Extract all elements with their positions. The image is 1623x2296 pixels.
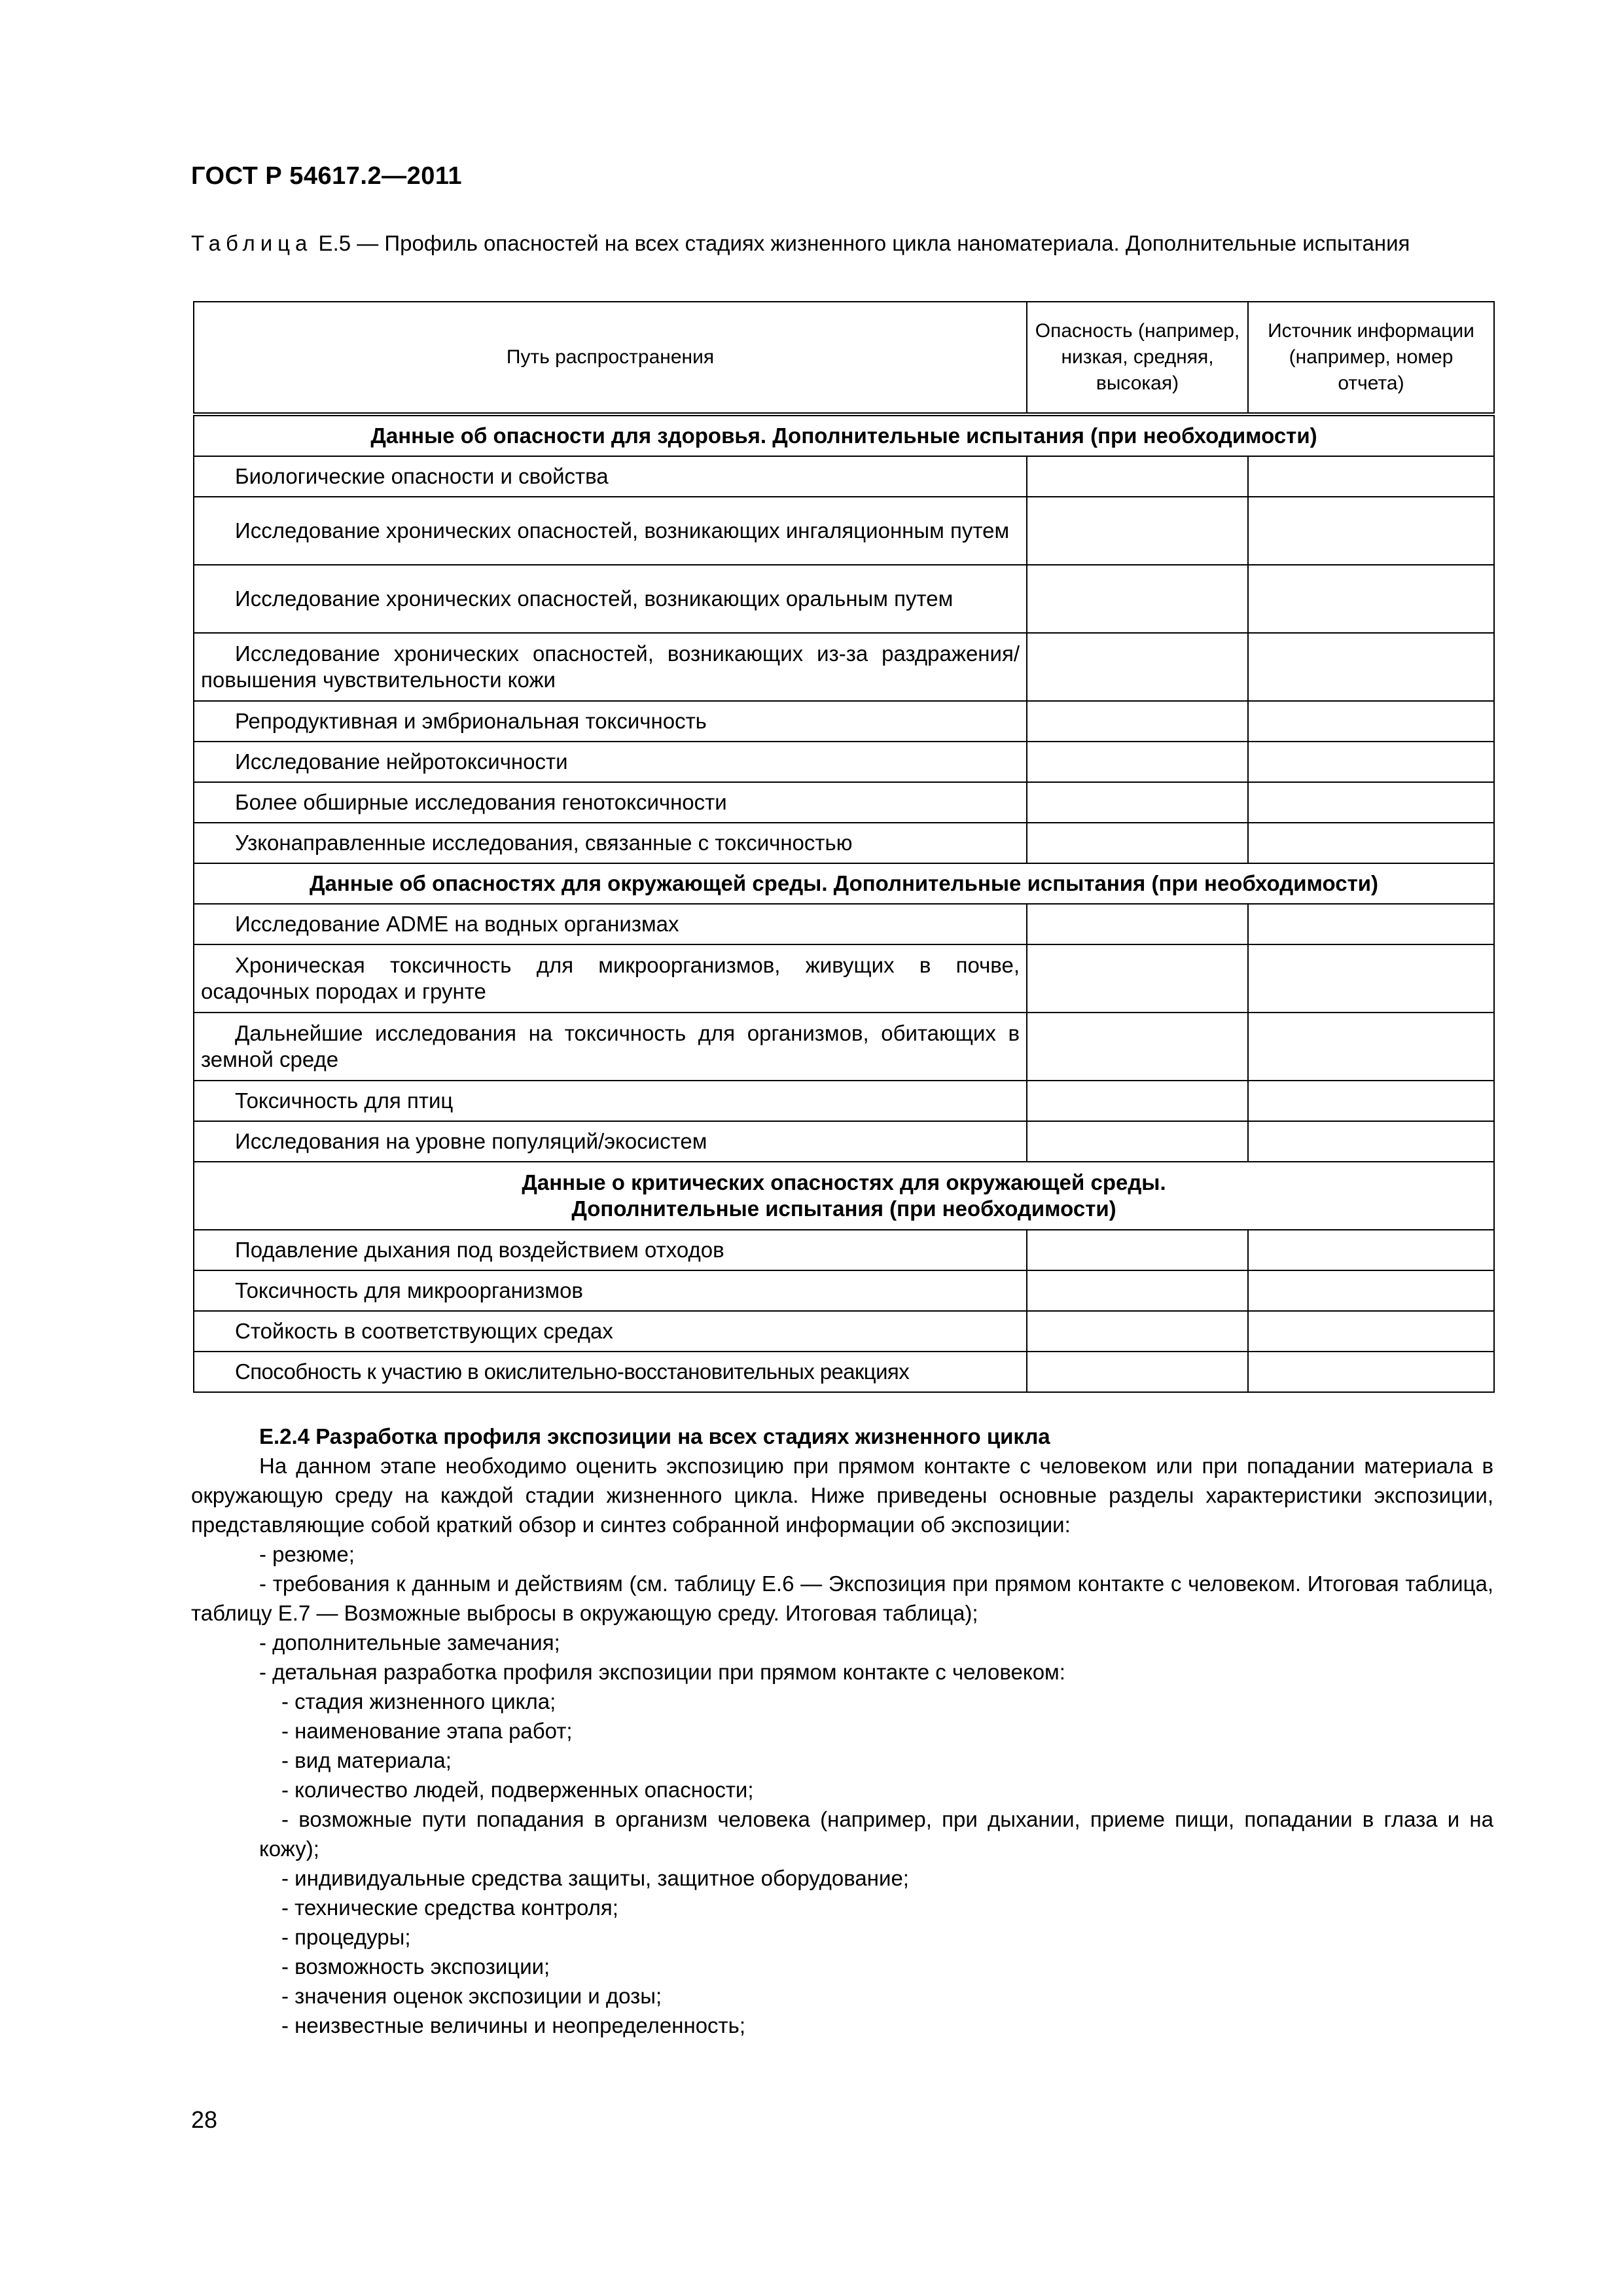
path-text: Исследование ADME на водных организмах (235, 912, 679, 936)
source-cell (1248, 823, 1494, 863)
path-cell (194, 1081, 1027, 1121)
section-row (194, 863, 1494, 904)
source-cell (1248, 1230, 1494, 1270)
path-text: Исследование нейротоксичности (235, 749, 568, 774)
path-text: Способность к участию в окислительно-восстановительных реакциях (235, 1359, 910, 1384)
path-text: Дальнейшие исследования на токсичность для организмов, обитающих в земной среде (201, 1021, 1020, 1071)
path-cell (194, 633, 1027, 701)
path-cell (194, 1013, 1027, 1081)
table-row (194, 742, 1494, 782)
hazard-cell (1027, 701, 1248, 742)
hazard-cell (1027, 1352, 1248, 1392)
path-text: Хроническая токсичность для микроорганизмов, живущих в почве, осадочных породах и грунте (201, 953, 1020, 1003)
source-cell (1248, 1270, 1494, 1311)
section-row (194, 414, 1494, 456)
path-text: Токсичность для птиц (235, 1088, 454, 1113)
path-text: Токсичность для микроорганизмов (235, 1278, 583, 1302)
path-text: Исследование хронических опасностей, возникающих ингаляционным путем (235, 518, 1010, 543)
path-cell (194, 565, 1027, 633)
path-cell (194, 782, 1027, 823)
source-cell (1248, 904, 1494, 944)
table-row (194, 565, 1494, 633)
table-row (194, 497, 1494, 565)
hazard-cell (1027, 1311, 1248, 1352)
source-cell (1248, 1013, 1494, 1081)
path-text: Подавление дыхания под воздействием отходов (235, 1238, 724, 1262)
hazard-cell (1027, 1121, 1248, 1162)
table-row (194, 944, 1494, 1013)
path-cell (194, 701, 1027, 742)
table-row (194, 1311, 1494, 1352)
section-heading: Е.2.4 Разработка профиля экспозиции на всех стадиях жизненного цикла (259, 1424, 1050, 1448)
list-item: - требования к данным и действиям (см. таблицу Е.6 — Экспозиция при прямом контакте с человеком. Итоговая таблица, таблицу Е.7 — Возможные выбросы в окружающую среду. Итоговая таблица); (191, 1571, 1493, 1625)
source-cell (1248, 944, 1494, 1013)
list-item: - дополнительные замечания; (259, 1630, 560, 1655)
table-caption-label: Таблица (191, 231, 313, 255)
path-cell (194, 742, 1027, 782)
page-number: 28 (191, 2106, 218, 2133)
hazard-cell (1027, 565, 1248, 633)
path-cell (194, 1311, 1027, 1352)
list-item: - детальная разработка профиля экспозиции при прямом контакте с человеком: (259, 1660, 1065, 1684)
hazard-cell (1027, 904, 1248, 944)
hazard-cell (1027, 823, 1248, 863)
sub-list-item: - технические средства контроля; (281, 1895, 618, 1920)
sub-list-item: - наименование этапа работ; (281, 1719, 573, 1743)
hazard-cell (1027, 456, 1248, 497)
sub-list-item: - вид материала; (281, 1748, 452, 1772)
path-text: Репродуктивная и эмбриональная токсичность (235, 709, 707, 733)
source-cell (1248, 1121, 1494, 1162)
sub-list-item: - неизвестные величины и неопределенность; (281, 2013, 746, 2037)
column-header-source: Источник информации (например, номер отчета) (1248, 302, 1494, 414)
hazard-cell (1027, 1013, 1248, 1081)
path-text: Исследования на уровне популяций/экосистем (235, 1129, 707, 1153)
section-body (191, 1422, 1493, 2040)
hazard-cell (1027, 1081, 1248, 1121)
column-header-hazard: Опасность (например, низкая, средняя, высокая) (1027, 302, 1248, 414)
source-cell (1248, 1081, 1494, 1121)
document-code: ГОСТ Р 54617.2—2011 (191, 162, 463, 190)
path-text: Более обширные исследования генотоксичности (235, 790, 727, 814)
table-header-row (194, 302, 1494, 414)
path-cell (194, 1230, 1027, 1270)
source-cell (1248, 633, 1494, 701)
section-title-environment: Данные об опасностях для окружающей среды. Дополнительные испытания (при необходимости) (194, 863, 1494, 904)
path-text: Узконаправленные исследования, связанные с токсичностью (235, 831, 853, 855)
hazard-cell (1027, 782, 1248, 823)
path-text: Исследование хронических опасностей, возникающих оральным путем (235, 586, 954, 611)
path-cell (194, 1270, 1027, 1311)
list-item: - резюме; (259, 1542, 355, 1566)
sub-list-item: - процедуры; (281, 1925, 411, 1949)
table-row (194, 701, 1494, 742)
table-row (194, 456, 1494, 497)
table-row (194, 1081, 1494, 1121)
sub-list-item: - возможные пути попадания в организм человека (например, при дыхании, приеме пищи, попадании в глаза и на кожу); (259, 1807, 1493, 1861)
table-row (194, 1121, 1494, 1162)
sub-list-item: - количество людей, подверженных опасности; (281, 1778, 754, 1802)
section-title-critical-line1: Данные о критических опасностях для окружающей среды. (522, 1170, 1166, 1194)
path-text: Биологические опасности и свойства (235, 464, 609, 488)
sub-list-item: - стадия жизненного цикла; (281, 1689, 556, 1713)
hazard-cell (1027, 1270, 1248, 1311)
hazard-profile-table (193, 301, 1495, 1393)
source-cell (1248, 1352, 1494, 1392)
source-cell (1248, 1311, 1494, 1352)
path-cell (194, 497, 1027, 565)
intro-paragraph: На данном этапе необходимо оценить экспозицию при прямом контакте с человеком или при попадании материала в окружающую среду на каждой стадии жизненного цикла. Ниже приведены основные разделы характеристики экспозиции, представляющие собой краткий обзор и синтез собранной информации об экспозиции: (191, 1454, 1493, 1537)
path-cell (194, 1121, 1027, 1162)
hazard-cell (1027, 944, 1248, 1013)
table-row (194, 1352, 1494, 1392)
section-title-critical-line2: Дополнительные испытания (при необходимости) (571, 1196, 1116, 1221)
table-row (194, 1230, 1494, 1270)
table-row (194, 782, 1494, 823)
table-caption-text: Е.5 — Профиль опасностей на всех стадиях жизненного цикла наноматериала. Дополнительные испытания (312, 231, 1410, 255)
sub-list-item: - индивидуальные средства защиты, защитное оборудование; (281, 1866, 909, 1890)
source-cell (1248, 742, 1494, 782)
path-cell (194, 456, 1027, 497)
sub-list-item: - значения оценок экспозиции и дозы; (281, 1984, 662, 2008)
hazard-cell (1027, 633, 1248, 701)
path-cell (194, 944, 1027, 1013)
sub-list-item: - возможность экспозиции; (281, 1954, 550, 1979)
table-row (194, 1270, 1494, 1311)
table-row (194, 633, 1494, 701)
column-header-path: Путь распространения (194, 302, 1027, 414)
table-row (194, 1013, 1494, 1081)
hazard-cell (1027, 1230, 1248, 1270)
hazard-cell (1027, 742, 1248, 782)
section-title-critical (194, 1162, 1494, 1230)
source-cell (1248, 456, 1494, 497)
table-row (194, 904, 1494, 944)
path-text: Исследование хронических опасностей, возникающих из-за раздражения/повышения чувствительности кожи (201, 641, 1020, 692)
path-text: Стойкость в соответствующих средах (235, 1319, 613, 1343)
section-row (194, 1162, 1494, 1230)
source-cell (1248, 565, 1494, 633)
path-cell (194, 823, 1027, 863)
path-cell (194, 904, 1027, 944)
source-cell (1248, 497, 1494, 565)
hazard-cell (1027, 497, 1248, 565)
section-title-health: Данные об опасности для здоровья. Дополнительные испытания (при необходимости) (194, 414, 1494, 456)
source-cell (1248, 701, 1494, 742)
table-row (194, 823, 1494, 863)
table-caption (191, 229, 1493, 257)
source-cell (1248, 782, 1494, 823)
path-cell (194, 1352, 1027, 1392)
